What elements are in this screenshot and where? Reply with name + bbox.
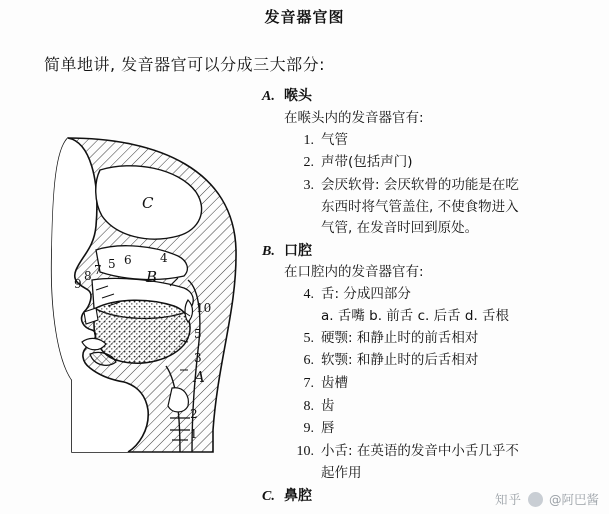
diagram-label-4: 4 xyxy=(160,251,168,265)
section-B-heading xyxy=(262,241,602,263)
section-A-heading xyxy=(262,86,602,108)
diagram-label-5: 5 xyxy=(108,257,116,271)
section-B xyxy=(262,241,602,484)
section-A xyxy=(262,86,602,239)
item-text: 声带(包括声门) xyxy=(321,154,413,171)
item-number: 9. xyxy=(303,421,314,437)
diagram-label-6: 6 xyxy=(124,253,132,267)
item-number: 3. xyxy=(303,177,314,193)
list-item xyxy=(284,418,602,440)
section-C-letter: C. xyxy=(262,488,275,504)
list-item xyxy=(284,152,602,174)
intro-text: 简单地讲, 发音器官可以分成三大部分: xyxy=(44,55,326,74)
list-item xyxy=(284,328,602,350)
diagram-label-1: 1 xyxy=(190,427,198,441)
list-item xyxy=(284,441,602,463)
page-title: 发音器官图 xyxy=(264,8,345,26)
item-text: 小舌: 在英语的发音中小舌几乎不 xyxy=(321,443,519,460)
diagram-label-9: 9 xyxy=(74,277,82,291)
item-number: 8. xyxy=(303,398,314,414)
diagram-label-7: 7 xyxy=(94,263,102,277)
diagram-label-3: 3 xyxy=(194,351,202,365)
vocal-organs-diagram xyxy=(38,130,254,460)
item-text: 唇 xyxy=(321,420,335,437)
item-text: 会厌软骨: 会厌软骨的功能是在吃 xyxy=(321,176,519,193)
diagram-label-B: B xyxy=(146,268,158,286)
list-item xyxy=(284,373,602,395)
section-C-title: 鼻腔 xyxy=(284,487,312,504)
item-number: 1. xyxy=(303,132,314,148)
section-B-subtitle: 在口腔内的发音器官有: xyxy=(284,264,424,281)
organ-list xyxy=(262,86,602,509)
diagram-label-2: 2 xyxy=(190,407,198,421)
section-A-items xyxy=(284,130,602,197)
avatar xyxy=(528,492,543,507)
item-number: 10. xyxy=(296,444,314,460)
item-subitems: a. 舌嘴 b. 前舌 c. 后舌 d. 舌根 xyxy=(321,307,510,324)
watermark-username: @阿巴酱 xyxy=(548,492,599,507)
item-text: 气管 xyxy=(321,131,348,148)
item-number: 4. xyxy=(303,287,314,303)
section-A-subtitle: 在喉头内的发音器官有: xyxy=(284,109,424,126)
diagram-label-8: 8 xyxy=(84,269,92,283)
diagram-label-A: A xyxy=(194,368,205,386)
item-text: 软颚: 和静止时的后舌相对 xyxy=(321,352,479,369)
item-text: 硬颚: 和静止时的前舌相对 xyxy=(321,329,479,346)
list-item xyxy=(284,396,602,418)
item-text: 齿 xyxy=(321,397,335,414)
section-B-items xyxy=(284,284,602,306)
section-B-items-continued xyxy=(284,328,602,463)
item-number: 5. xyxy=(303,330,314,346)
item-number: 7. xyxy=(303,376,314,392)
item-continuation: 气管, 在发音时回到原处。 xyxy=(321,219,479,236)
diagram-label-5b: 5 xyxy=(194,327,202,341)
item-text: 舌: 分成四部分 xyxy=(321,286,411,303)
diagram-label-C: C xyxy=(142,194,154,212)
section-B-title: 口腔 xyxy=(284,242,312,259)
item-number: 2. xyxy=(303,155,314,171)
section-B-letter: B. xyxy=(262,243,275,259)
list-item xyxy=(284,175,602,197)
section-A-letter: A. xyxy=(262,89,275,104)
item-text: 齿槽 xyxy=(321,375,348,392)
list-item xyxy=(284,130,602,152)
watermark xyxy=(495,490,599,508)
diagram-label-10: 10 xyxy=(196,301,212,315)
item-continuation: 东西时将气管盖住, 不使食物进入 xyxy=(321,198,519,215)
list-item xyxy=(284,350,602,372)
item-continuation: 起作用 xyxy=(321,464,362,481)
item-number: 6. xyxy=(303,353,314,369)
zhihu-logo: 知乎 xyxy=(494,492,522,507)
list-item xyxy=(284,284,602,306)
section-A-title: 喉头 xyxy=(284,88,312,104)
